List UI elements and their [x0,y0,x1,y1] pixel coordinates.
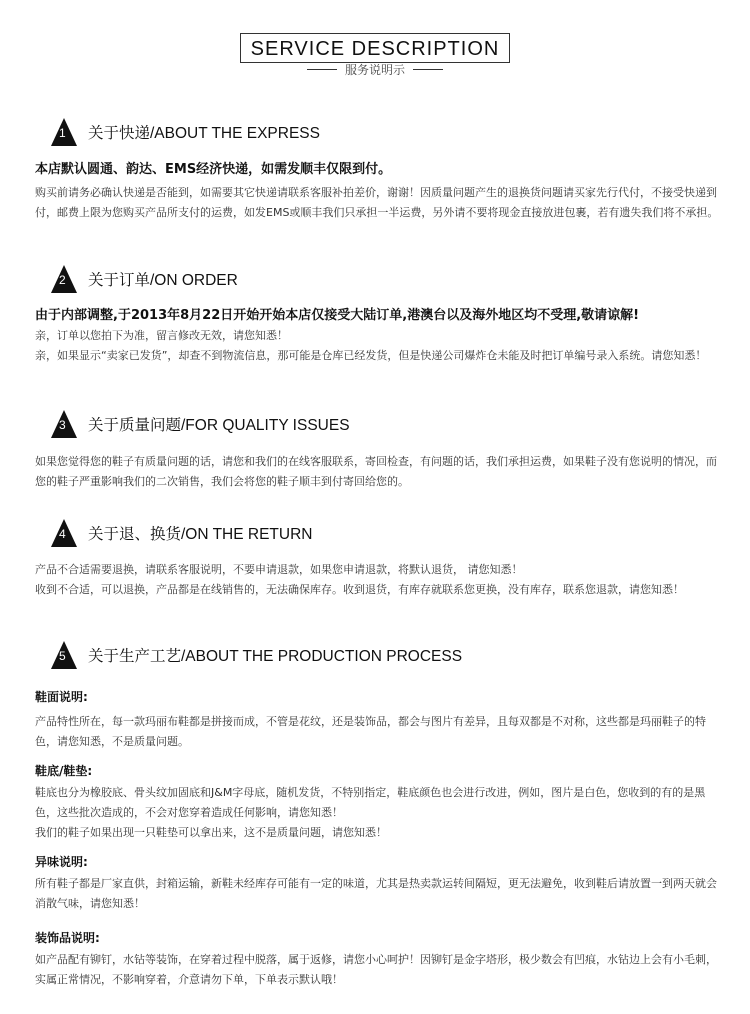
item-odor [35,852,720,914]
section-title: 关于快递/ABOUT THE EXPRESS [88,125,320,142]
section-body-express [35,160,720,223]
item-text: 如产品配有铆钉，水钻等装饰，在穿着过程中脱落，属于返修，请您小心呵护！因铆钉是金字塔形，极少数会有凹痕，水钻边上会有小毛刺，实属正常情况，不影响穿着，介意请勿下单，下单表示默认哦！ [35,953,717,986]
page-header [0,33,750,78]
section-number: 2 [59,273,66,287]
triangle-number-icon [50,518,78,548]
section-heading-return [50,518,312,548]
triangle-number-icon [50,264,78,294]
item-text: 鞋底也分为橡胶底、骨头纹加固底和J&M字母底，随机发货，不特别指定，鞋底颜色也会进行改进，例如，图片是白色，您收到的有的是黑色，这些批次造成的，不会对您穿着造成任何影响，请您知悉！ [35,786,706,819]
body-line-2: 亲，如果显示“卖家已发货”，却查不到物流信息，那可能是仓库已经发货，但是快递公司爆炸仓未能及时把订单编号录入系统。请您知悉！ [35,349,707,362]
section-number: 3 [59,418,66,432]
triangle-number-icon [50,117,78,147]
section-title: 关于生产工艺/ABOUT THE PRODUCTION PROCESS [88,648,463,665]
item-sole [35,761,720,843]
section-heading-order [50,264,238,294]
divider-left [307,69,337,70]
triangle-number-icon [50,409,78,439]
section-heading-quality [50,409,350,439]
page-title: SERVICE DESCRIPTION [240,33,511,63]
section-number: 1 [59,126,66,140]
section-title: 关于订单/ON ORDER [88,272,238,289]
section-body-order [35,306,720,366]
page-subtitle [0,61,750,78]
lead-text: 本店默认圆通、韵达、EMS经济快递，如需发顺丰仅限到付。 [35,162,392,177]
lead-text: 由于内部调整,于2013年8月22日开始开始本店仅接受大陆订单,港澳台以及海外地区均不受理,敬请谅解! [35,308,640,323]
section-number: 5 [59,649,66,663]
body-line-2: 收到不合适，可以退换，产品都是在线销售的，无法确保库存。收到退货，有库存就联系您更换，没有库存，联系您退款，请您知悉！ [35,583,684,596]
item-decoration [35,928,720,990]
item-heading: 鞋底/鞋垫: [35,764,93,778]
body-line-1: 亲，订单以您拍下为准，留言修改无效，请您知悉！ [35,329,288,342]
divider-right [413,69,443,70]
body-text: 如果您觉得您的鞋子有质量问题的话，请您和我们的在线客服联系，寄回检查，有问题的话，我们承担运费，如果鞋子没有您说明的情况，而您的鞋子严重影响我们的二次销售，我们会将您的鞋子顺丰到付寄回给您的。 [35,455,717,488]
section-title: 关于退、换货/ON THE RETURN [88,526,313,543]
triangle-number-icon [50,640,78,670]
item-text: 所有鞋子都是厂家直供，封箱运输，新鞋未经库存可能有一定的味道，尤其是热卖款运转间隔短，更无法避免，收到鞋后请放置一到两天就会消散气味，请您知悉！ [35,877,717,910]
section-title: 关于质量问题/FOR QUALITY ISSUES [88,417,350,434]
item-text-2: 我们的鞋子如果出现一只鞋垫可以拿出来，这不是质量问题，请您知悉！ [35,826,387,839]
body-text: 购买前请务必确认快递是否能到，如需要其它快递请联系客服补拍差价，谢谢！因质量问题产生的退换货问题请买家先行代付，不接受快递到付，邮费上限为您购买产品所支付的运费，如发EMS或顺丰我们只承担一半运费，另外请不要将现金直接放进包裹，若有遗失我们将不承担。 [35,186,719,219]
item-heading: 异味说明: [35,855,88,869]
item-upper [35,687,720,752]
item-heading: 鞋面说明: [35,690,88,704]
body-line-1: 产品不合适需要退换，请联系客服说明，不要申请退款，如果您申请退款，将默认退货， 请您知悉！ [35,563,523,576]
section-heading-express [50,117,320,147]
section-heading-production [50,640,462,670]
subtitle-text: 服务说明示 [344,63,405,77]
item-heading: 装饰品说明: [35,931,100,945]
section-number: 4 [59,527,66,541]
section-body-return [35,560,720,600]
item-text: 产品特性所在，每一款玛丽布鞋都是拼接而成，不管是花纹，还是装饰品，都会与图片有差异，且每双都是不对称，这些都是玛丽鞋子的特色，请您知悉，不是质量问题。 [35,715,706,748]
section-body-quality [35,452,720,492]
